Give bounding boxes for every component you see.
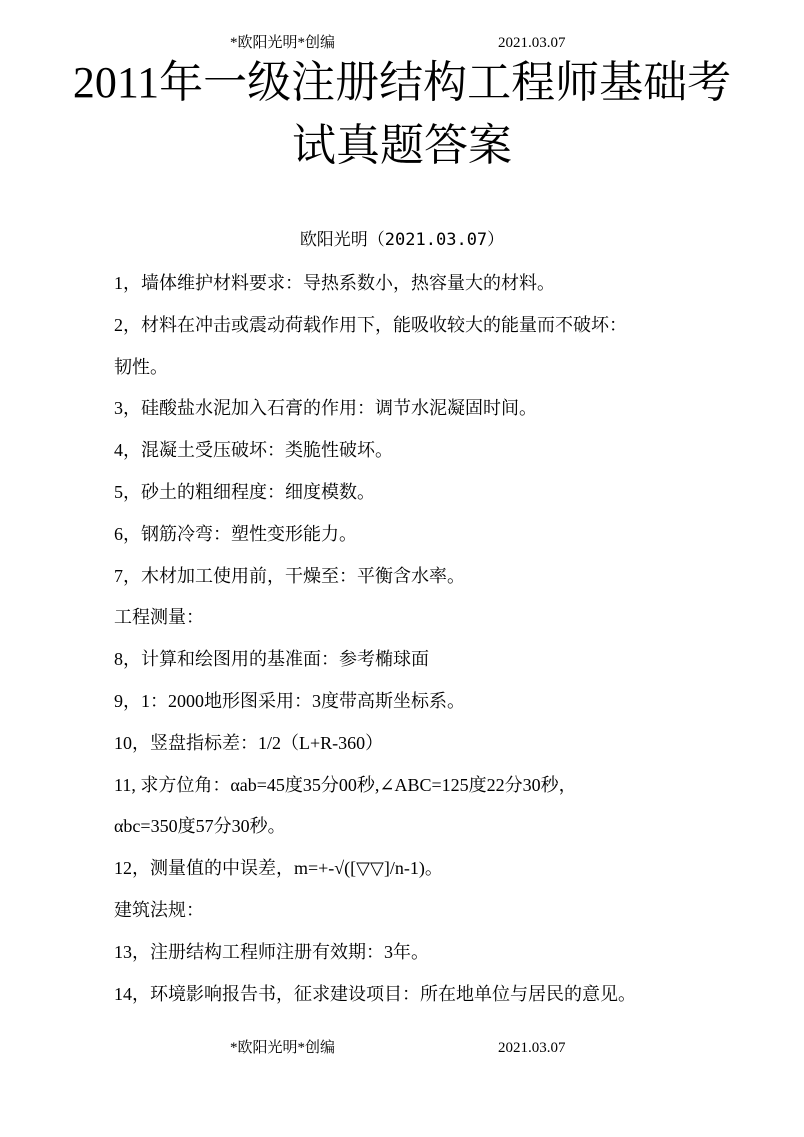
footer-date: 2021.03.07 (498, 1040, 566, 1056)
header-author: *欧阳光明*创编 (230, 35, 336, 51)
paragraph-line: 14，环境影响报告书，征求建设项目：所在地单位与居民的意见。 (114, 983, 636, 1004)
paragraph-line: 5，砂土的粗细程度：细度模数。 (114, 481, 375, 502)
paragraph-line: 2，材料在冲击或震动荷载作用下，能吸收较大的能量而不破坏： (114, 314, 627, 335)
author-line: 欧阳光明（2021.03.07） (299, 230, 505, 250)
paragraph-line: 韧性。 (114, 356, 168, 377)
paragraph-line: 12，测量值的中误差，m=+-√([▽▽]/n-1)。 (114, 858, 443, 879)
title-line-1: 2011年一级注册结构工程师基础考 (72, 58, 732, 107)
paragraph-line: 7，木材加工使用前，干燥至：平衡含水率。 (114, 565, 465, 586)
paragraph-line: 3，硅酸盐水泥加入石膏的作用：调节水泥凝固时间。 (114, 398, 537, 419)
footer-author: *欧阳光明*创编 (230, 1040, 336, 1056)
paragraph-line: 13，注册结构工程师注册有效期：3年。 (114, 941, 429, 962)
paragraph-line: 1，墙体维护材料要求：导热系数小，热容量大的材料。 (114, 273, 555, 293)
paragraph-line: 11, 求方位角：αab=45度35分00秒,∠ABC=125度22分30秒， (114, 774, 577, 795)
title-line-2: 试真题答案 (292, 121, 512, 170)
document-body (114, 263, 734, 1015)
paragraph-line: 4，混凝土受压破坏：类脆性破坏。 (114, 440, 393, 461)
paragraph-line: 6，钢筋冷弯：塑性变形能力。 (114, 523, 357, 544)
paragraph-line: αbc=350度57分30秒。 (114, 816, 286, 837)
paragraph-line: 10，竖盘指标差：1/2（L+R-360） (114, 732, 384, 753)
header-date: 2021.03.07 (498, 35, 566, 51)
paragraph-line: 8，计算和绘图用的基准面：参考椭球面 (114, 649, 429, 670)
paragraph-line: 9，1：2000地形图采用：3度带高斯坐标系。 (114, 690, 465, 711)
section-heading: 工程测量： (114, 607, 204, 628)
section-heading: 建筑法规： (114, 899, 204, 920)
